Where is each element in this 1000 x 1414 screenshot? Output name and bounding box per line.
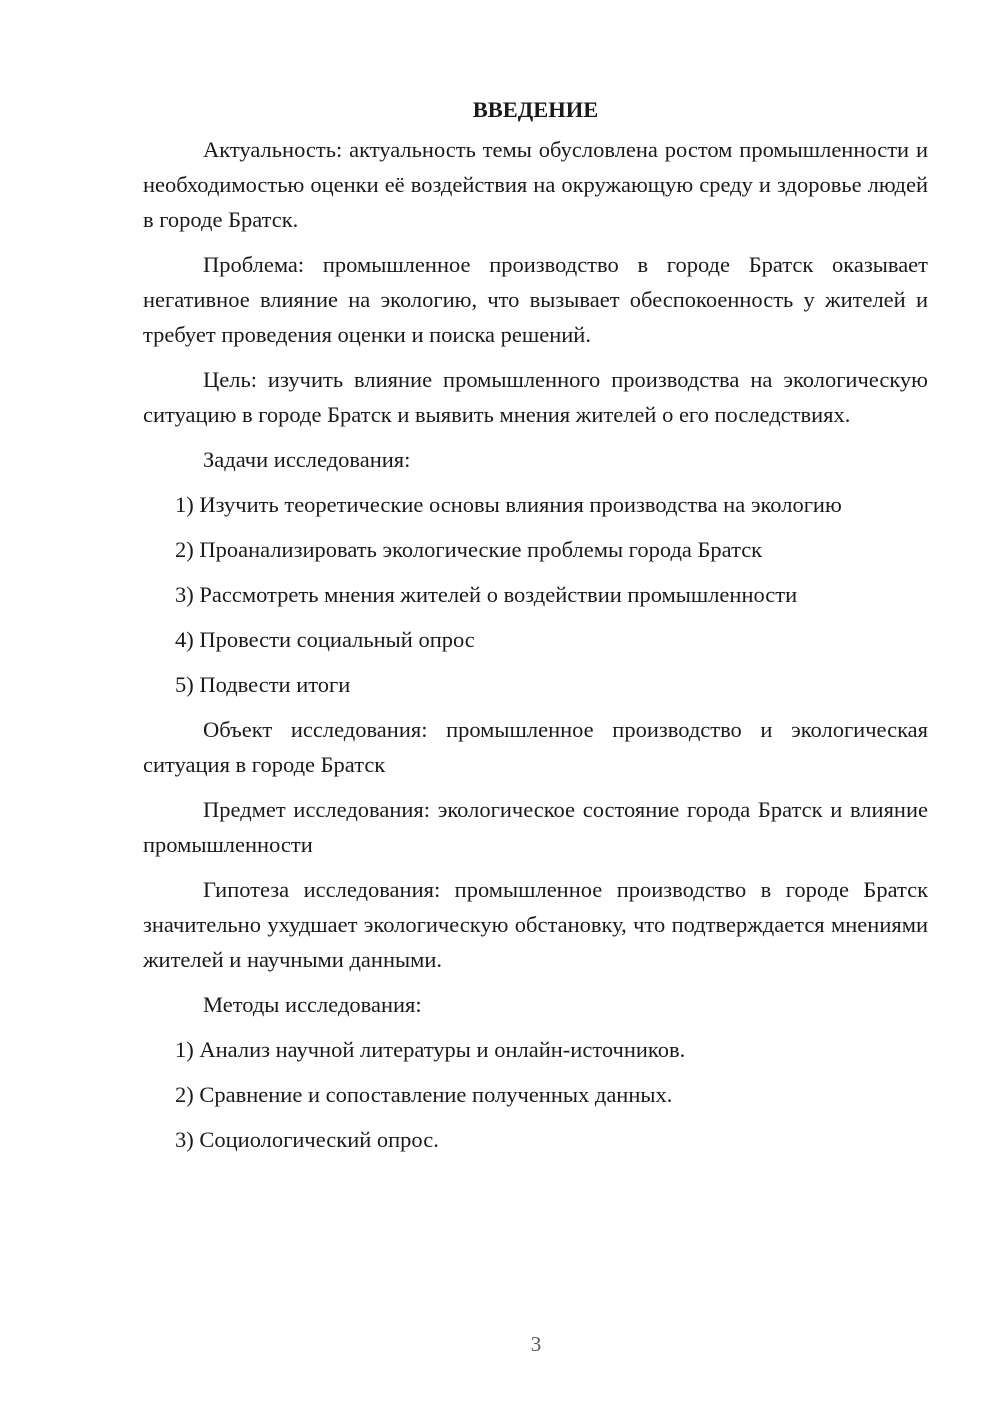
method-item-2: 2) Сравнение и сопоставление полученных данных. bbox=[175, 1082, 673, 1107]
task-item-5: 5) Подвести итоги bbox=[175, 672, 351, 697]
methods-heading: Методы исследования: bbox=[203, 992, 422, 1017]
object-paragraph: Объект исследования: промышленное производство и экологическая ситуация в городе Братск bbox=[143, 717, 928, 777]
hypothesis-paragraph: Гипотеза исследования: промышленное производство в городе Братск значительно ухудшает экологическую обстановку, что подтверждается мнениями жителей и научными данными. bbox=[143, 877, 928, 972]
task-item-2: 2) Проанализировать экологические проблемы города Братск bbox=[175, 537, 763, 562]
method-item-1: 1) Анализ научной литературы и онлайн-источников. bbox=[175, 1037, 686, 1062]
relevance-paragraph: Актуальность: актуальность темы обусловлена ростом промышленности и необходимостью оценки её воздействия на окружающую среду и здоровье людей в городе Братск. bbox=[143, 137, 928, 232]
page-number: 3 bbox=[530, 1332, 542, 1356]
page-content bbox=[143, 92, 928, 1167]
method-item-3: 3) Социологический опрос. bbox=[175, 1127, 439, 1152]
task-item-4: 4) Провести социальный опрос bbox=[175, 627, 475, 652]
problem-paragraph: Проблема: промышленное производство в городе Братск оказывает негативное влияние на экологию, что вызывает обеспокоенность у жителей и требует проведения оценки и поиска решений. bbox=[143, 252, 928, 347]
section-title: ВВЕДЕНИЕ bbox=[472, 97, 599, 122]
tasks-heading: Задачи исследования: bbox=[203, 447, 411, 472]
task-item-1: 1) Изучить теоретические основы влияния производства на экологию bbox=[175, 492, 842, 517]
goal-paragraph: Цель: изучить влияние промышленного производства на экологическую ситуацию в городе Братск и выявить мнения жителей о его последствиях. bbox=[143, 367, 928, 427]
subject-paragraph: Предмет исследования: экологическое состояние города Братск и влияние промышленности bbox=[143, 797, 928, 857]
task-item-3: 3) Рассмотреть мнения жителей о воздействии промышленности bbox=[175, 582, 798, 607]
